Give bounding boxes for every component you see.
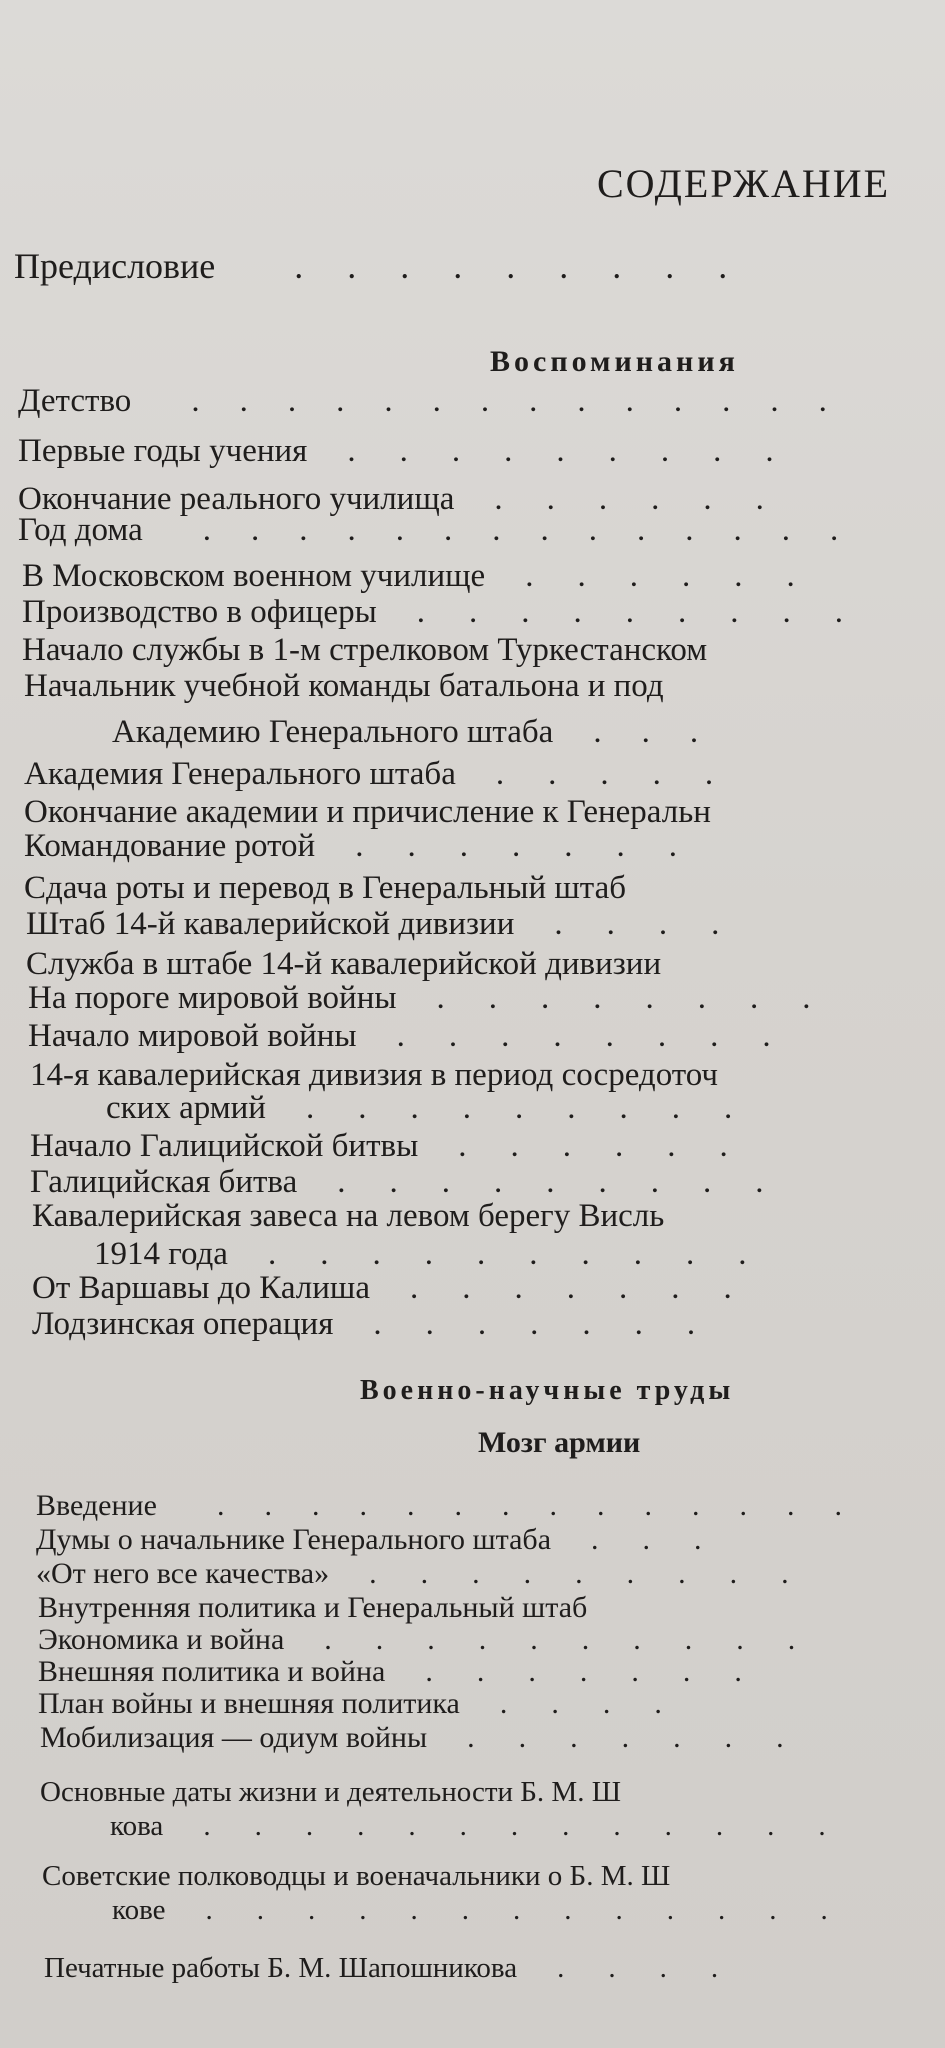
toc-entry: Основные даты жизни и деятельности Б. М. Ш [40,1776,621,1808]
toc-entry: Служба в штабе 14-й кавалерийской дивизии [26,946,662,982]
toc-entry: Первые годы учения ......... [18,433,818,469]
toc-entry: кове ............. [112,1894,872,1926]
toc-entry-label: Предисловие [14,246,216,286]
toc-entry: Детство .............. [18,383,867,419]
toc-entry: Командование ротой ....... [24,828,721,864]
toc-entry: Советские полководцы и военачальники о Б. М. Ш [42,1860,671,1892]
toc-entry: Начало Галицийской битвы ...... [30,1128,772,1164]
toc-entry: Сдача роты и перевод в Генеральный штаб [24,870,627,906]
toc-entry: кова ............. [110,1810,870,1842]
toc-entry: Лодзинская операция ....... [32,1306,740,1342]
toc-entry: Экономика и война .......... [38,1623,840,1656]
toc-entry: Академию Генерального штаба ... [112,714,739,750]
toc-entry: Галицийская битва ......... [30,1164,808,1200]
toc-entry: От Варшавы до Калиша ....... [32,1270,776,1306]
toc-entry: В Московском военном училище ...... [22,558,839,594]
toc-entry: Думы о начальнике Генерального штаба ... [36,1523,746,1556]
page-title: СОДЕРЖАНИЕ [597,161,891,206]
toc-entry: Начало мировой войны ........ [28,1018,815,1054]
toc-entry: Штаб 14-й кавалерийской дивизии .... [26,906,764,942]
toc-entry: Мобилизация — одиум войны ....... [40,1721,828,1754]
toc-entry: Введение .............. [36,1489,882,1522]
section-heading-memoirs: Воспоминания [490,345,739,378]
subsection-heading: Мозг армии [478,1426,641,1459]
toc-entry: «От него все качества» ......... [36,1557,833,1590]
leader-dots: ......... [294,246,772,286]
toc-entry: Окончание академии и причисление к Генеральн [24,794,711,830]
toc-entry: 14-я кавалерийская дивизия в период сосредоточ [30,1057,718,1093]
toc-entry: План войны и внешняя политика .... [38,1687,706,1720]
toc-entry: Начальник учебной команды батальона и под [24,668,664,704]
toc-entry: Год дома .............. [18,512,879,548]
section-heading-works: Военно-научные труды [360,1375,735,1406]
toc-entry: 1914 года .......... [94,1236,791,1272]
toc-entry: Производство в офицеры ......... [22,594,887,630]
toc-entry: Начало службы в 1-м стрелковом Туркестанском [22,632,708,668]
toc-entry: Окончание реального училища ...... [18,481,808,517]
toc-entry: Печатные работы Б. М. Шапошникова .... [44,1952,763,1984]
toc-entry: Внутренняя политика и Генеральный штаб [38,1591,588,1624]
toc-entry: Кавалерийская завеса на левом берегу Висль [32,1198,665,1234]
toc-entry: Внешняя политика и война ....... [38,1655,786,1688]
toc-entry-preface [14,248,771,284]
toc-entry: На пороге мировой войны ........ [28,980,855,1016]
toc-entry: Академия Генерального штаба ..... [24,756,758,792]
toc-entry: ских армий ......... [106,1090,777,1126]
